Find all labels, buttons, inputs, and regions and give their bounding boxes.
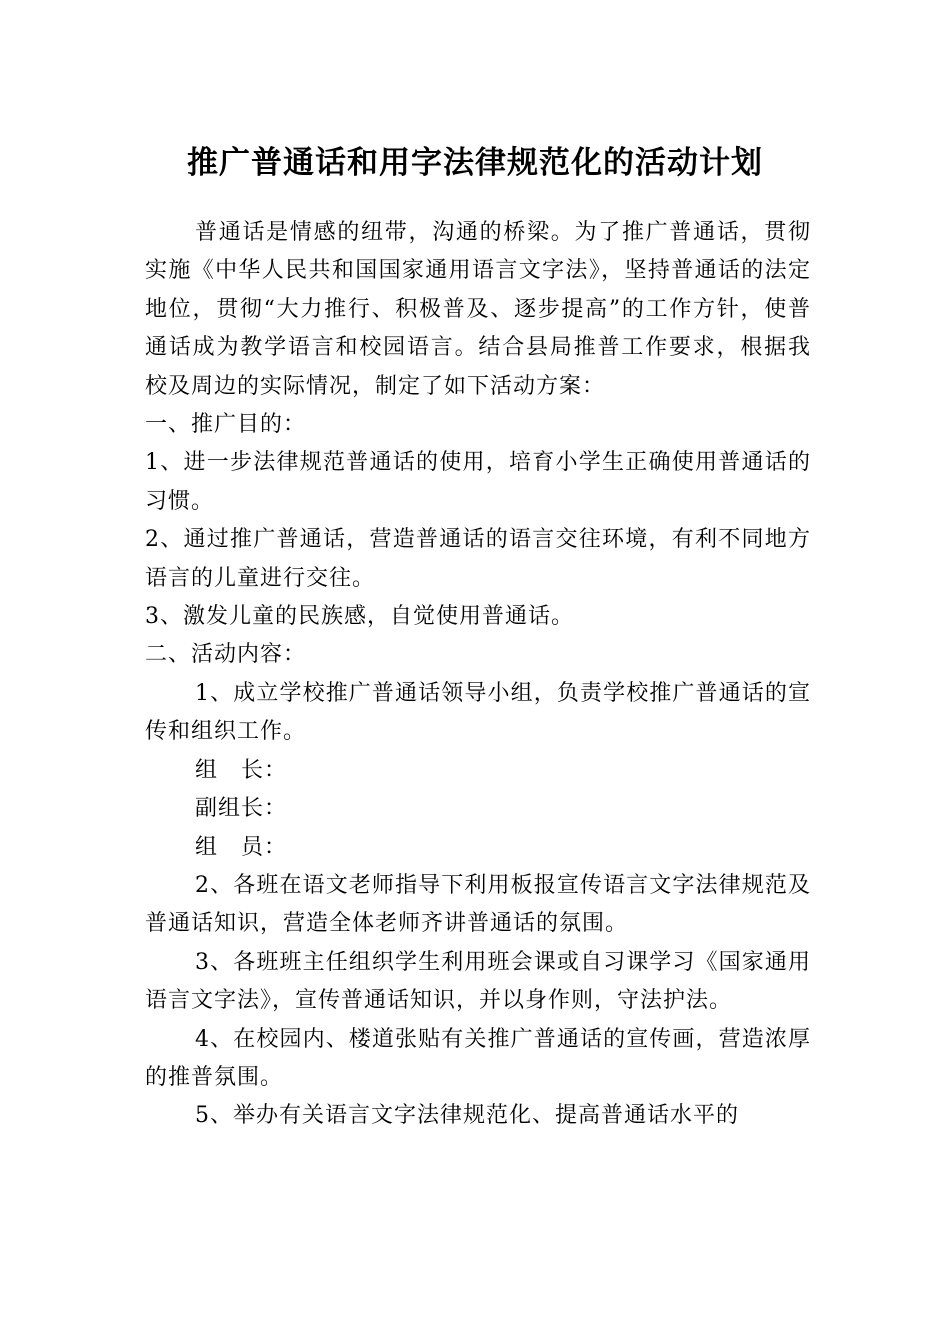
document-title: 推广普通话和用字法律规范化的活动计划	[187, 145, 763, 181]
role-deputy-leader: 副组长：	[195, 796, 288, 822]
section-heading-activities: 二、活动内容：	[145, 642, 307, 668]
goal-item-3: 3、激发儿童的民族感，自觉使用普通话。	[145, 604, 574, 630]
document-body	[145, 214, 811, 1136]
section-heading-goals: 一、推广目的：	[145, 412, 307, 438]
role-members: 组 员：	[195, 834, 288, 860]
activity-item-4: 4、在校园内、楼道张贴有关推广普通话的宣传画，营造浓厚的推普氛围。	[145, 1026, 811, 1090]
goal-item-1: 1、进一步法律规范普通话的使用，培育小学生正确使用普通话的习惯。	[145, 450, 811, 514]
activity-item-3: 3、各班班主任组织学生利用班会课或自习课学习《国家通用语言文字法》，宣传普通话知识，并以身作则，守法护法。	[145, 949, 811, 1014]
role-leader: 组 长：	[195, 757, 288, 783]
activity-item-1: 1、成立学校推广普通话领导小组，负责学校推广普通话的宣传和组织工作。	[145, 680, 811, 745]
activity-item-2: 2、各班在语文老师指导下利用板报宣传语言文字法律规范及普通话知识，营造全体老师齐讲普通话的氛围。	[145, 872, 811, 937]
paragraph-intro: 普通话是情感的纽带，沟通的桥梁。为了推广普通话，贯彻实施《中华人民共和国国家通用语言文字法》，坚持普通话的法定地位，贯彻“大力推行、积极普及、逐步提高”的工作方针，使普通话成为教学语言和校园语言。结合县局推普工作要求，根据我校及周边的实际情况，制定了如下活动方案：	[145, 220, 811, 399]
goal-item-2: 2、通过推广普通话，营造普通话的语言交往环境，有利不同地方语言的儿童进行交往。	[145, 527, 811, 591]
activity-item-5: 5、举办有关语言文字法律规范化、提高普通话水平的	[195, 1103, 739, 1129]
